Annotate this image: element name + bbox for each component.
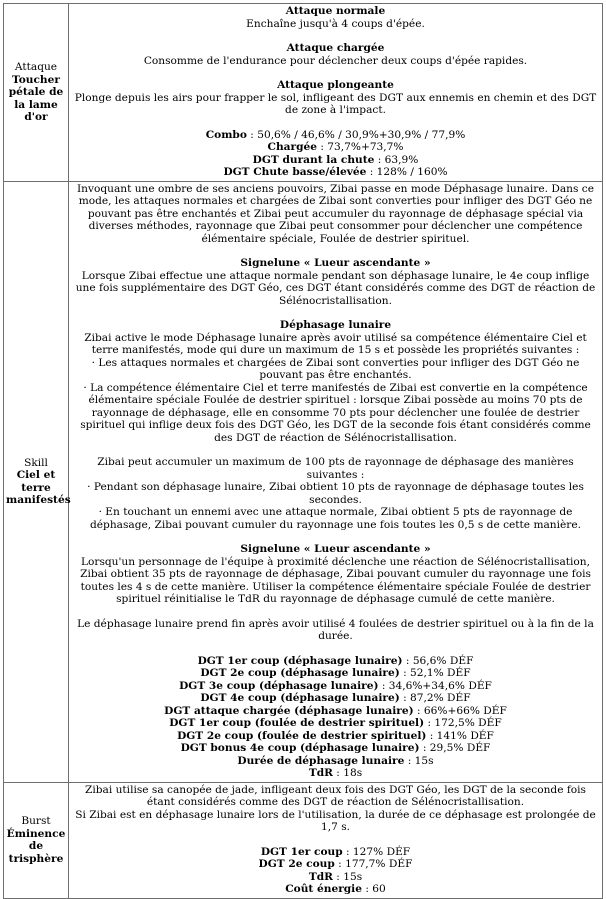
block-text: Si Zibai est en déphasage lunaire lors de l'utilisation, la durée de ce déphasage est prolongée de 1,7 s. — [75, 808, 596, 833]
block-title: Signelune « Lueur ascendante » — [240, 257, 431, 269]
block-text: Enchaîne jusqu'à 4 coups d'épée. — [246, 17, 425, 30]
block-title: Signelune « Lueur ascendante » — [240, 543, 431, 555]
skill-name: Éminence de trisphère — [6, 827, 66, 865]
stat-line: DGT 2e coup (déphasage lunaire) : 52,1% DÉF — [200, 667, 471, 679]
block-text: Plonge depuis les airs pour frapper le sol, infligeant des DGT aux ennemis en chemin et des DGT de zone à l'impact. — [74, 91, 597, 116]
block-text: Lorsqu'un personnage de l'équipe à proximité déclenche une réaction de Sélénocristallisation, Zibai obtient 35 pts de rayonnage de déphasage, Zibai pouvant cumuler du rayonnage une fois toutes les 4 s de cette manière. Utiliser la compétence élémentaire spéciale Foulée de destrier spirituel réinitialise le TdR du rayonnage de déphasage cumulé de cette manière. — [80, 555, 591, 605]
block-text: Zibai active le mode Déphasage lunaire après avoir utilisé sa compétence élémentaire Ciel et terre manifestés, mode qui dure un maximum de 15 s et possède les propriétés suivantes : — [84, 331, 587, 356]
skills-table — [3, 3, 603, 899]
skill-label-cell — [4, 782, 69, 898]
skill-description-cell — [69, 4, 603, 182]
stat-line: DGT bonus 4e coup (déphasage lunaire) : 29,5% DÉF — [180, 742, 491, 754]
stat-line: DGT 1er coup (déphasage lunaire) : 56,6% DÉF — [197, 654, 474, 667]
block-title: Attaque chargée — [286, 42, 385, 54]
skill-name: Ciel et terre manifestés — [6, 469, 71, 506]
block-text: Le déphasage lunaire prend fin après avoir utilisé 4 foulées de destrier spirituel ou à la fin de la durée. — [77, 617, 594, 642]
block-title: Attaque plongeante — [277, 79, 394, 91]
stat-line: DGT 2e coup : 177,7% DÉF — [258, 858, 413, 870]
skill-description-cell — [69, 782, 603, 898]
skill-row-attack — [4, 4, 603, 182]
stat-line: DGT 3e coup (déphasage lunaire) : 34,6%+34,6% DÉF — [179, 679, 492, 692]
skill-label-cell — [4, 4, 69, 182]
stat-line: DGT attaque chargée (déphasage lunaire) : 66%+66% DÉF — [164, 704, 507, 717]
skill-name: Toucher pétale de la lame d'or — [8, 73, 64, 123]
skill-category: Burst — [21, 815, 51, 827]
stat-line: DGT Chute basse/élevée : 128% / 160% — [223, 166, 448, 178]
skill-label-cell — [4, 181, 69, 782]
block-text: Lorsque Zibai effectue une attaque normale pendant son déphasage lunaire, le 4e coup inflige une fois supplémentaire des DGT Géo, ces DGT étant considérés comme des DGT de réaction de Sélénocristallisation. — [75, 269, 596, 307]
stat-line: DGT 2e coup (foulée de destrier spirituel) : 141% DÉF — [177, 729, 494, 742]
block-text: Zibai utilise sa canopée de jade, infligeant deux fois des DGT Géo, les DGT de la seconde fois étant considérés comme des DGT de réaction de Sélénocristallisation. — [85, 783, 586, 808]
stat-line: Coût énergie : 60 — [285, 883, 386, 895]
stat-line: Chargée : 73,7%+73,7% — [267, 141, 404, 153]
block-text: · Les attaques normales et chargées de Zibai sont converties pour infliger des DGT Géo ne pouvant pas être enchantés. — [91, 356, 580, 381]
stat-line: Durée de déphasage lunaire : 15s — [237, 754, 434, 767]
stat-line: DGT 4e coup (déphasage lunaire) : 87,2% DÉF — [200, 692, 471, 704]
stat-line: TdR : 15s — [308, 870, 363, 883]
stat-line: Combo : 50,6% / 46,6% / 30,9%+30,9% / 77,9% — [205, 128, 466, 141]
skill-category: Skill — [24, 456, 48, 469]
block-title: Attaque normale — [285, 5, 386, 17]
stat-line: DGT 1er coup (foulée de destrier spirituel) : 172,5% DÉF — [169, 717, 502, 729]
block-text: · En touchant un ennemi avec une attaque normale, Zibai obtient 5 pts de rayonnage de déphasage, Zibai pouvant cumuler du rayonnage une fois toutes les 0,5 s de cette manière. — [89, 506, 581, 531]
skill-description-cell — [69, 181, 603, 782]
stat-line: TdR : 18s — [308, 767, 363, 779]
skill-row-burst — [4, 782, 603, 898]
block-text: · Pendant son déphasage lunaire, Zibai obtient 10 pts de rayonnage de déphasage toutes les secondes. — [87, 481, 584, 506]
block-text: Zibai peut accumuler un maximum de 100 pts de rayonnage de déphasage des manières suivantes : — [97, 456, 574, 481]
intro-text: Invoquant une ombre de ses anciens pouvoirs, Zibai passe en mode Déphasage lunaire. Dans ce mode, les attaques normales et chargées de Zibai sont converties pour infliger des DGT Géo ne pouvant pas être enchantés et Zibai peut accumuler du rayonnage de déphasage spécial via diverses méthodes, rayonnage que Zibai peut consommer pour déclencher une compétence élémentaire spéciale, Foulée de destrier spirituel. — [77, 182, 594, 245]
skill-category: Attaque — [14, 61, 58, 73]
block-text: · La compétence élémentaire Ciel et terre manifestés de Zibai est convertie en la compétence élémentaire spéciale Foulée de destrier spirituel : lorsque Zibai possède au moins 70 pts de rayonnage de déphasage, elle en consomme 70 pts pour déclencher une foulée de destrier spirituel qui inflige deux fois des DGT Géo, les DGT de la seconde fois étant considérés comme des DGT de réaction de Sélénocristallisation. — [80, 381, 591, 444]
stat-line: DGT durant la chute : 63,9% — [252, 153, 419, 166]
block-text: Consomme de l'endurance pour déclencher deux coups d'épée rapides. — [143, 54, 528, 67]
skill-row-elemental-skill — [4, 181, 603, 782]
stat-line: DGT 1er coup : 127% DÉF — [260, 845, 411, 858]
block-title: Déphasage lunaire — [279, 319, 392, 331]
